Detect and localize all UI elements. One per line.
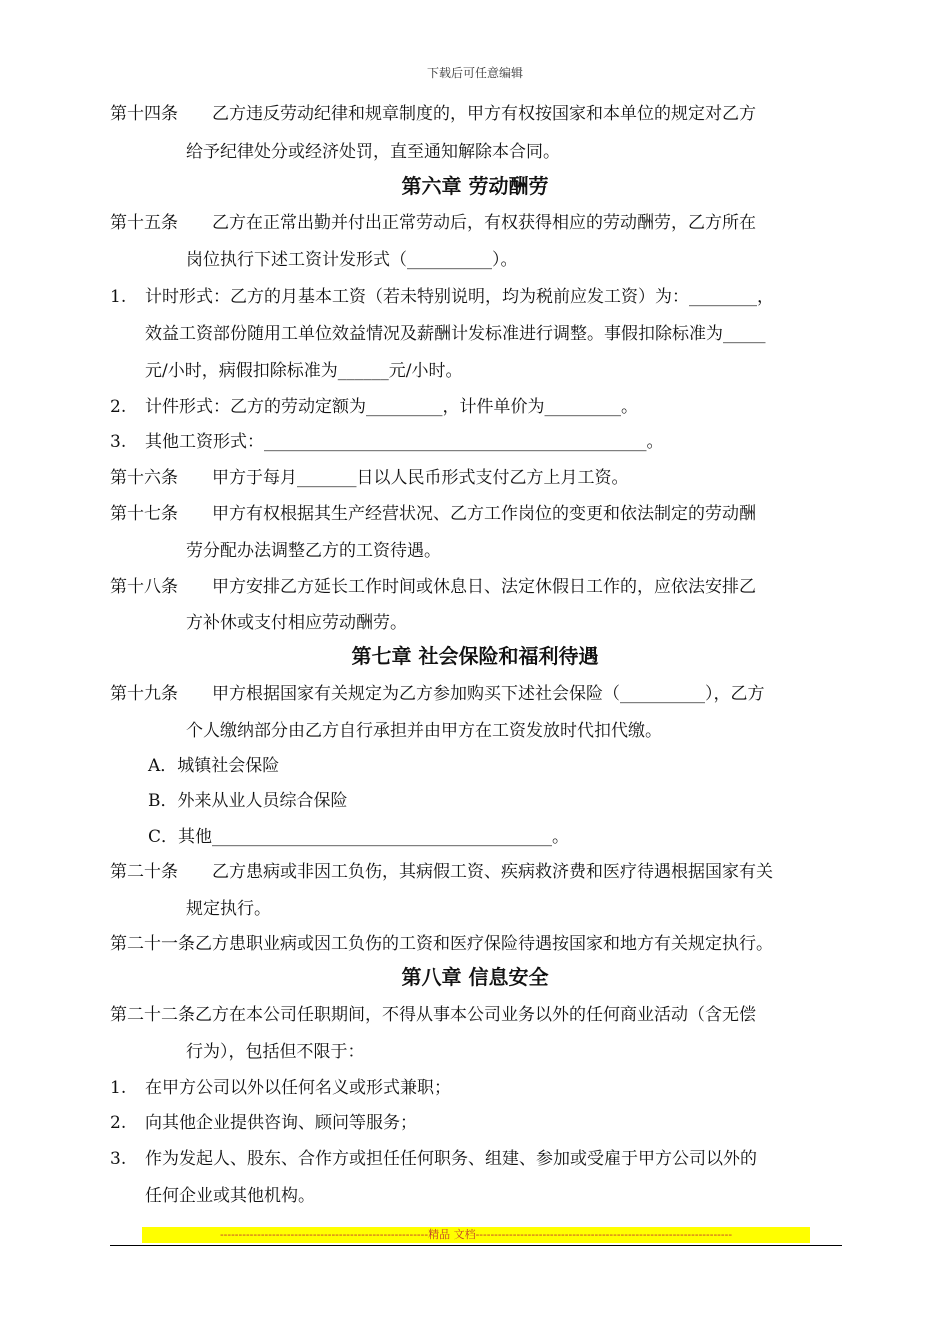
sub-item-1-number: 1. <box>110 1078 127 1098</box>
item-1-number: 1. <box>110 287 127 307</box>
sub-item-2-number: 2. <box>110 1113 127 1133</box>
item-1-line-2: 效益工资部份随用工单位效益情况及薪酬计发标准进行调整。事假扣除标准为_____ <box>145 324 766 344</box>
article-22: 第二十二条乙方在本公司任职期间，不得从事本公司业务以外的任何商业活动（含无偿 <box>110 1005 756 1025</box>
item-1-line-1: 计时形式：乙方的月基本工资（若未特别说明，均为税前应发工资）为：________， <box>145 287 774 307</box>
article-14: 第十四条 乙方违反劳动纪律和规章制度的，甲方有权按国家和本单位的规定对乙方 <box>110 104 756 124</box>
article-21: 第二十一条乙方患职业病或因工负伤的工资和医疗保险待遇按国家和地方有关规定执行。 <box>110 934 773 954</box>
item-1-line-3: 元/小时，病假扣除标准为______元/小时。 <box>145 361 463 381</box>
item-2-number: 2. <box>110 397 127 417</box>
article-19-cont: 个人缴纳部分由乙方自行承担并由甲方在工资发放时代扣代缴。 <box>186 721 662 741</box>
article-22-cont: 行为），包括但不限于： <box>186 1042 365 1062</box>
article-label: 第二十条 <box>110 862 178 882</box>
chapter-7-heading: 第七章 社会保险和福利待遇 <box>351 644 599 668</box>
option-a: A．城镇社会保险 <box>148 756 280 776</box>
article-16: 第十六条 甲方于每月_______日以人民币形式支付乙方上月工资。 <box>110 468 629 488</box>
article-17-cont: 劳分配办法调整乙方的工资待遇。 <box>186 541 441 561</box>
sub-item-1: 在甲方公司以外以任何名义或形式兼职； <box>145 1078 451 1098</box>
article-14-cont: 给予纪律处分或经济处罚，直至通知解除本合同。 <box>186 142 560 162</box>
sub-item-3-number: 3. <box>110 1149 127 1169</box>
footer-banner: --------------------------------------------------------精品 文档--------------------------------------------------------------------- <box>142 1227 810 1243</box>
article-15: 第十五条 乙方在正常出勤并付出正常劳动后，有权获得相应的劳动酬劳，乙方所在 <box>110 213 756 233</box>
article-20-cont: 规定执行。 <box>186 899 271 919</box>
item-3-number: 3. <box>110 432 127 452</box>
article-label: 第十七条 <box>110 504 178 524</box>
article-label: 第十四条 <box>110 104 178 124</box>
item-3-line-1: 其他工资形式：_____________________________________________。 <box>145 432 664 452</box>
article-label: 第十八条 <box>110 577 178 597</box>
article-20: 第二十条 乙方患病或非因工负伤，其病假工资、疾病救济费和医疗待遇根据国家有关 <box>110 862 773 882</box>
item-2-line-1: 计件形式：乙方的劳动定额为_________，计件单价为_________。 <box>145 397 638 417</box>
article-label: 第二十二条 <box>110 1005 195 1025</box>
chapter-6-heading: 第六章 劳动酬劳 <box>401 174 549 198</box>
article-label: 第二十一条 <box>110 934 195 954</box>
footer-rule <box>110 1245 842 1246</box>
article-15-cont: 岗位执行下述工资计发形式（__________）。 <box>186 250 518 270</box>
article-18-cont: 方补休或支付相应劳动酬劳。 <box>186 613 407 633</box>
option-c: C．其他________________________________________。 <box>148 827 570 847</box>
option-b: B．外来从业人员综合保险 <box>148 791 348 811</box>
article-18: 第十八条 甲方安排乙方延长工作时间或休息日、法定休假日工作的，应依法安排乙 <box>110 577 756 597</box>
sub-item-3-line-1: 作为发起人、股东、合作方或担任任何职务、组建、参加或受雇于甲方公司以外的 <box>145 1149 757 1169</box>
article-19: 第十九条 甲方根据国家有关规定为乙方参加购买下述社会保险（__________），乙方 <box>110 684 765 704</box>
chapter-8-heading: 第八章 信息安全 <box>401 965 549 989</box>
article-label: 第十五条 <box>110 213 178 233</box>
header-note: 下载后可任意编辑 <box>426 66 523 80</box>
sub-item-3-line-2: 任何企业或其他机构。 <box>145 1186 315 1206</box>
sub-item-2: 向其他企业提供咨询、顾问等服务； <box>145 1113 417 1133</box>
article-label: 第十六条 <box>110 468 178 488</box>
article-label: 第十九条 <box>110 684 178 704</box>
article-17: 第十七条 甲方有权根据其生产经营状况、乙方工作岗位的变更和依法制定的劳动酬 <box>110 504 756 524</box>
